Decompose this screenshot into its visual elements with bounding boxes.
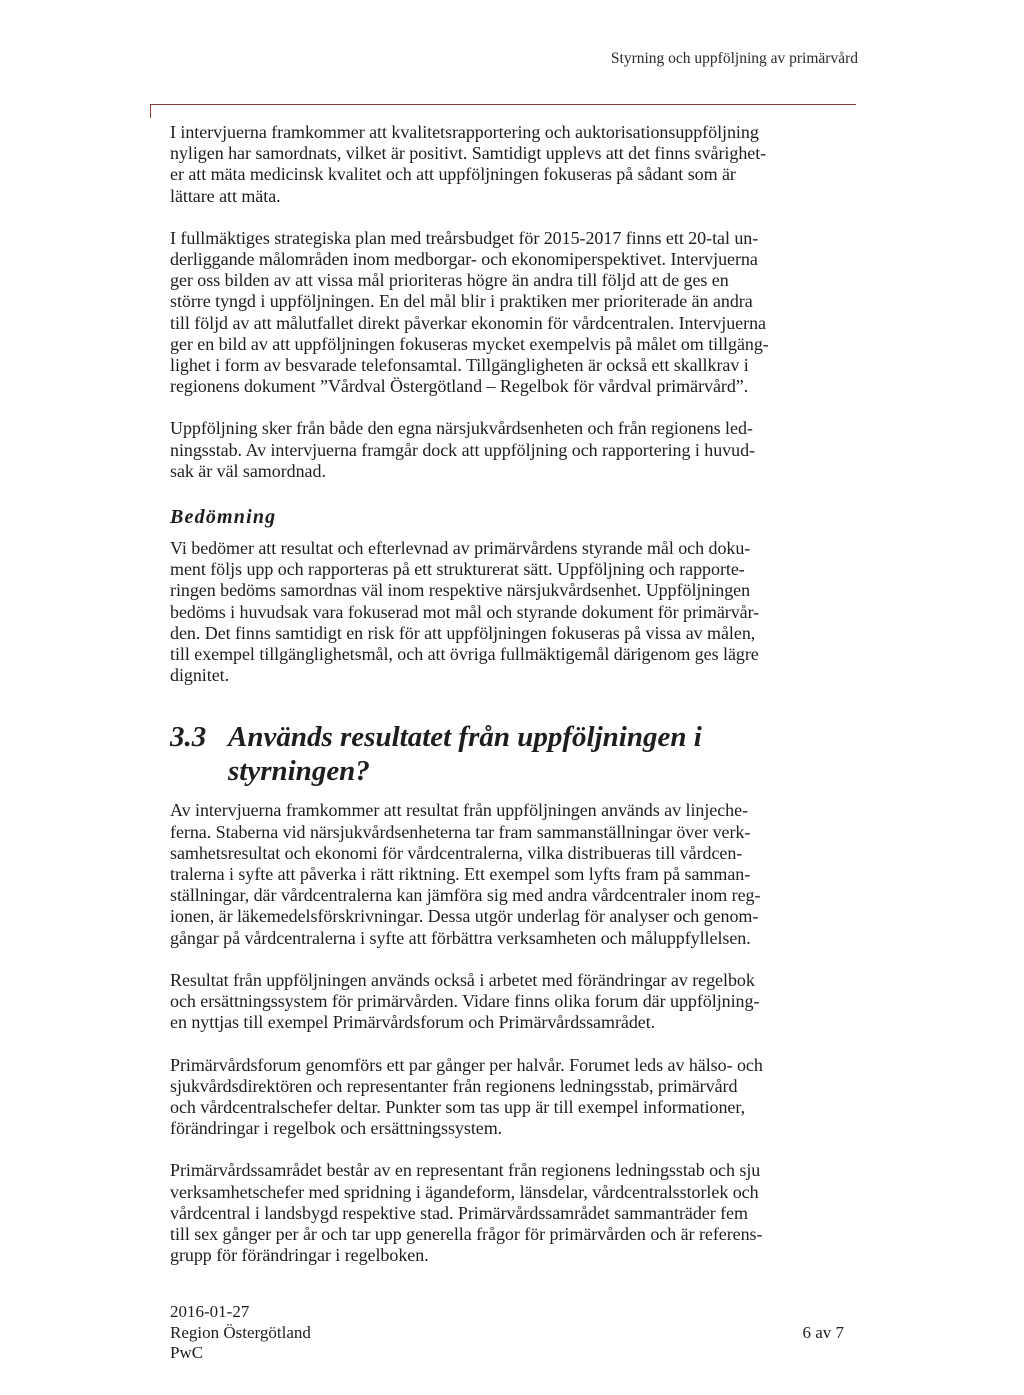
header-rule-tick <box>150 104 151 118</box>
section-title: Används resultatet från uppföljningen i styrningen? <box>228 721 702 788</box>
paragraph-quality-reporting: I intervjuerna framkommer att kvalitetsrapportering och auktorisationsuppföljning nyligen har samordnats, vilket är positivt. Samtidigt upplevs att det finns svårighet- er att mäta medicinsk kvalitet och att uppföljningen fokuseras på sådant som är lättare att mäta. <box>170 122 767 206</box>
paragraph-regelbok: Resultat från uppföljningen används också i arbetet med förändringar av regelbok och ersättningssystem för primärvården. Vidare finns olika forum där uppföljning- en nyttjas till exempel Primärvårdsforum och Primärvårdssamrådet. <box>170 969 760 1033</box>
footer-date: 2016-01-27 <box>170 1302 250 1321</box>
page-footer <box>170 1302 860 1364</box>
assessment-heading: Bedömning <box>170 506 277 529</box>
paragraph-strategic-plan: I fullmäktiges strategiska plan med treårsbudget för 2015-2017 finns ett 20-tal un- derliggande målområden inom medborgar- och ekonomiperspektivet. Intervjuerna ger oss bilden av att vissa mål prioriteras högre än andra till följd att de ges en större tyngd i uppföljningen. En del mål blir i praktiken mer prioriterade än andra till följd av att målutfallet direkt påverkar ekonomin för vårdcentralen. Intervjuerna ger en bild av att uppföljningen fokuseras mycket exempelvis på målet om tillgäng- lighet i form av besvarade telefonsamtal. Tillgängligheten är också ett skallkrav i regionens dokument ”Vårdval Östergötland – Regelbok för vårdval primärvård”. <box>170 227 769 397</box>
footer-organization: Region Östergötland <box>170 1322 311 1342</box>
running-header: Styrning och uppföljning av primärvård <box>610 50 858 67</box>
document-body <box>170 122 860 1287</box>
section-number: 3.3 <box>170 721 207 754</box>
paragraph-primarvardsforum: Primärvårdsforum genomförs ett par gånger per halvår. Forumet leds av hälso- och sjukvårdsdirektören och representanter från regionens ledningsstab, primärvård och vårdcentralschefer deltar. Punkter som tas upp är till exempel informationer, förändringar i regelbok och ersättningssystem. <box>170 1054 763 1139</box>
paragraph-results-usage: Av intervjuerna framkommer att resultat från uppföljningen används av linjeche- ferna. Staberna vid närsjukvårdsenheterna tar fram sammanställningar över verk- samhetsresultat och ekonomi för vårdcentralerna, vilka distribueras till vårdcen- tralerna i syfte att påverka i rätt riktning. Ett exempel som lyfts fram på samman- ställningar, där vårdcentralerna kan jämföra sig med andra vårdcentraler inom reg- ionen, är läkemedelsförskrivningar. Dessa utgör underlag för analyser och genom- gångar på vårdcentralerna i syfte att förbättra verksamheten och måluppfyllelsen. <box>170 800 761 948</box>
assessment-text: Vi bedömer att resultat och efterlevnad av primärvårdens styrande mål och doku- ment följs upp och rapporteras på ett strukturerat sätt. Uppföljning och rapporte- ringen bedöms samordnas väl inom respektive närsjukvårdsenhet. Uppföljningen bedöms i huvudsak vara fokuserad mot mål och styrande dokument för primärvår- den. Det finns samtidigt en risk för att uppföljningen fokuseras på vissa av målen, till exempel tillgänglighetsmål, och att övriga fullmäktigemål därigenom ges lägre dignitet. <box>170 538 760 686</box>
paragraph-follow-up-sources: Uppföljning sker från både den egna närsjukvårdsenheten och från regionens led- ningsstab. Av intervjuerna framgår dock att uppföljning och rapportering i huvud- sak är väl samordnad. <box>170 418 755 481</box>
footer-author: PwC <box>170 1343 204 1362</box>
paragraph-primarvardssamradet: Primärvårdssamrådet består av en representant från regionens ledningsstab och sju verksamhetschefer med spridning i ägandeform, länsdelar, vårdcentralsstorlek och vårdcentral i landsbygd respektive stad. Primärvårdssamrådet sammanträder fem till sex gånger per år och tar upp generella frågor för primärvården och är referens- grupp för förändringar i regelboken. <box>170 1160 763 1266</box>
section-heading <box>170 720 860 788</box>
page-number: 6 av 7 <box>802 1322 844 1342</box>
header-rule <box>150 104 856 105</box>
